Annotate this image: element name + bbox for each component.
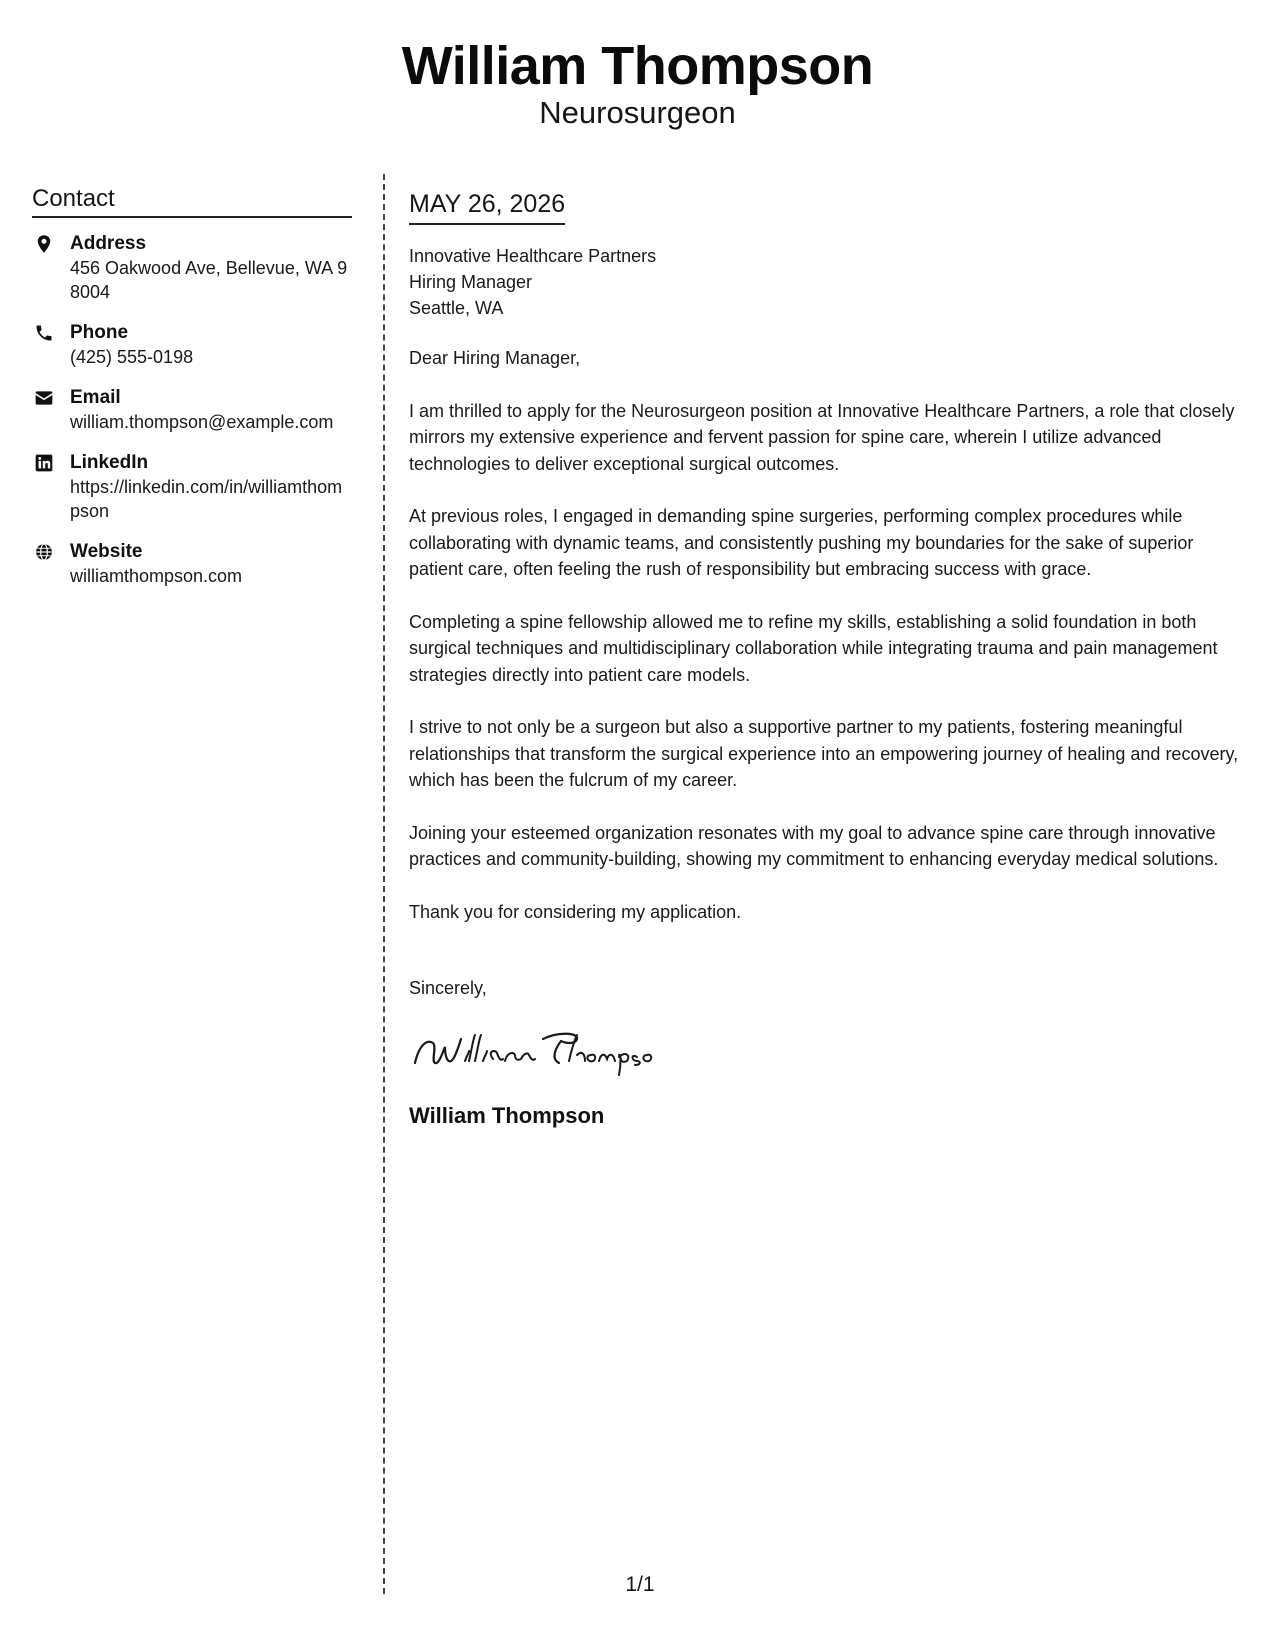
linkedin-icon — [34, 453, 54, 473]
contact-label: Address — [70, 233, 147, 254]
recipient-company: Innovative Healthcare Partners — [409, 246, 657, 266]
letter-body — [409, 188, 1241, 1130]
contact-label: Email — [70, 387, 121, 408]
address-value: 456 Oakwood Ave, Bellevue, WA 98004 — [70, 258, 348, 302]
contact-item-linkedin — [32, 451, 352, 523]
contact-heading: Contact — [32, 184, 352, 218]
paragraph: Completing a spine fellowship allowed me to refine my skills, establishing a solid foundation in both surgical techniques and multidisciplinary collaboration while integrating trauma and pain management strategies directly into patient care models. — [409, 611, 1218, 685]
paragraph: I strive to not only be a surgeon but also a supportive partner to my patients, fostering meaningful relationships that transform the surgical experience into an empowering journey of healing and recovery, which has been the fulcrum of my career. — [409, 717, 1239, 790]
contact-label: Website — [70, 541, 143, 562]
globe-icon — [34, 542, 54, 562]
contact-item-address — [32, 232, 352, 304]
contact-sidebar — [32, 184, 352, 605]
column-divider — [383, 174, 385, 1594]
phone-value: (425) 555-0198 — [70, 347, 194, 367]
job-title: Neurosurgeon — [539, 95, 736, 130]
paragraph: At previous roles, I engaged in demanding spine surgeries, performing complex procedures while collaborating with dynamic teams, and consistently pushing my boundaries for the sake of superior patient care, often feeling the rush of responsibility but embracing success with grace. — [409, 506, 1194, 579]
map-pin-icon — [34, 234, 54, 254]
closing: Sincerely, — [409, 978, 487, 998]
paragraph: Thank you for considering my application. — [409, 901, 742, 922]
paragraph: Joining your esteemed organization resonates with my goal to advance spine care through innovative practices and community-building, showing my commitment to enhancing everyday medical solutions. — [409, 822, 1219, 869]
recipient-location: Seattle, WA — [409, 298, 504, 318]
linkedin-value[interactable]: https://linkedin.com/in/williamthompson — [70, 477, 343, 521]
recipient-block — [409, 243, 1241, 321]
paragraph: I am thrilled to apply for the Neurosurgeon position at Innovative Healthcare Partners, a role that closely mirrors my extensive experience and fervent passion for spine care, wherein I utilize advanced technologies to deliver exceptional surgical outcomes. — [409, 400, 1235, 474]
contact-label: LinkedIn — [70, 452, 149, 473]
contact-item-email — [32, 386, 352, 434]
page-number: 1/1 — [625, 1573, 655, 1596]
contact-item-website — [32, 540, 352, 588]
salutation: Dear Hiring Manager, — [409, 348, 581, 368]
signer-name: William Thompson — [409, 1103, 605, 1128]
contact-label: Phone — [70, 322, 129, 343]
letter-date: MAY 26, 2026 — [409, 188, 565, 225]
phone-icon — [34, 323, 54, 343]
website-value[interactable]: williamthompson.com — [70, 566, 243, 586]
page-title: William Thompson — [401, 36, 874, 96]
contact-item-phone — [32, 321, 352, 369]
email-value: william.thompson@example.com — [70, 412, 334, 432]
handwritten-signature — [409, 1025, 679, 1081]
recipient-role: Hiring Manager — [409, 272, 533, 292]
envelope-icon — [34, 388, 54, 408]
